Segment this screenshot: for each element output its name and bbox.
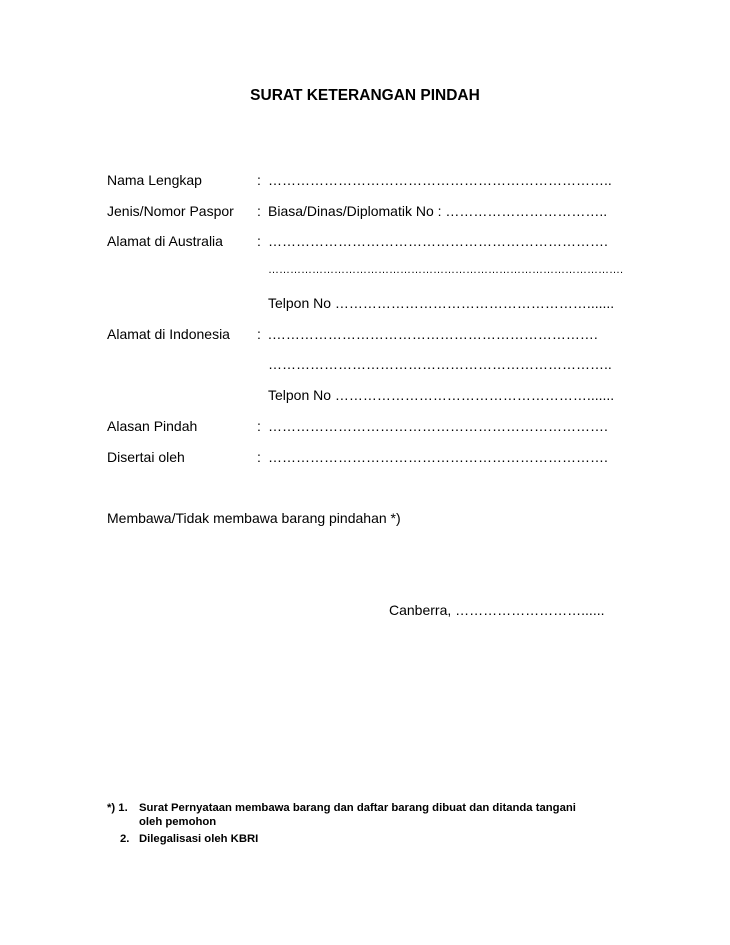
field-colon: : [257,326,261,342]
footnote-item2-text: Dilegalisasi oleh KBRI [139,833,259,845]
field-value-alamat-australia: ………………………………………………………………. [268,233,608,249]
field-colon: : [257,203,261,219]
field-colon: : [257,449,261,465]
footnote-marker: *) 1. [107,802,128,814]
field-label-nama-lengkap: Nama Lengkap [107,172,202,188]
field-label-jenis-nomor-paspor: Jenis/Nomor Paspor [107,203,234,219]
field-value-disertai-oleh: ………………………………………………………………. [268,449,608,465]
field-value-telpon-indonesia: Telpon No ………………………………………………....... [268,387,615,403]
footnote-item2-number: 2. [120,833,130,845]
field-label-alamat-indonesia: Alamat di Indonesia [107,326,230,342]
footnote-item1-line1: Surat Pernyataan membawa barang dan daftar barang dibuat dan ditanda tangani [139,802,576,814]
field-colon: : [257,172,261,188]
field-value-telpon-australia: Telpon No ………………………………………………....... [268,295,615,311]
footnote-item1-line2: oleh pemohon [139,816,217,828]
field-value-jenis-nomor-paspor: Biasa/Dinas/Diplomatik No : …………………………….. [268,203,608,219]
field-label-alasan-pindah: Alasan Pindah [107,418,198,434]
field-value-alamat-indonesia-line2: ……………………………………………………………….. [268,356,612,372]
field-label-alamat-australia: Alamat di Australia [107,233,223,249]
field-value-alamat-indonesia: .……………………………………………………………. [268,326,598,342]
field-label-disertai-oleh: Disertai oleh [107,449,185,465]
field-value-alamat-australia-line2: ……………………………………………………………………………………. [268,264,624,276]
field-value-alasan-pindah: ………………………………………………………………. [268,418,608,434]
field-value-nama-lengkap: ……………………………………………………………….. [268,172,612,188]
document-title: SURAT KETERANGAN PINDAH [250,87,480,104]
field-colon: : [257,233,261,249]
statement-barang-pindahan: Membawa/Tidak membawa barang pindahan *) [107,510,401,526]
place-date: Canberra, ………………………...... [389,602,605,618]
field-colon: : [257,418,261,434]
